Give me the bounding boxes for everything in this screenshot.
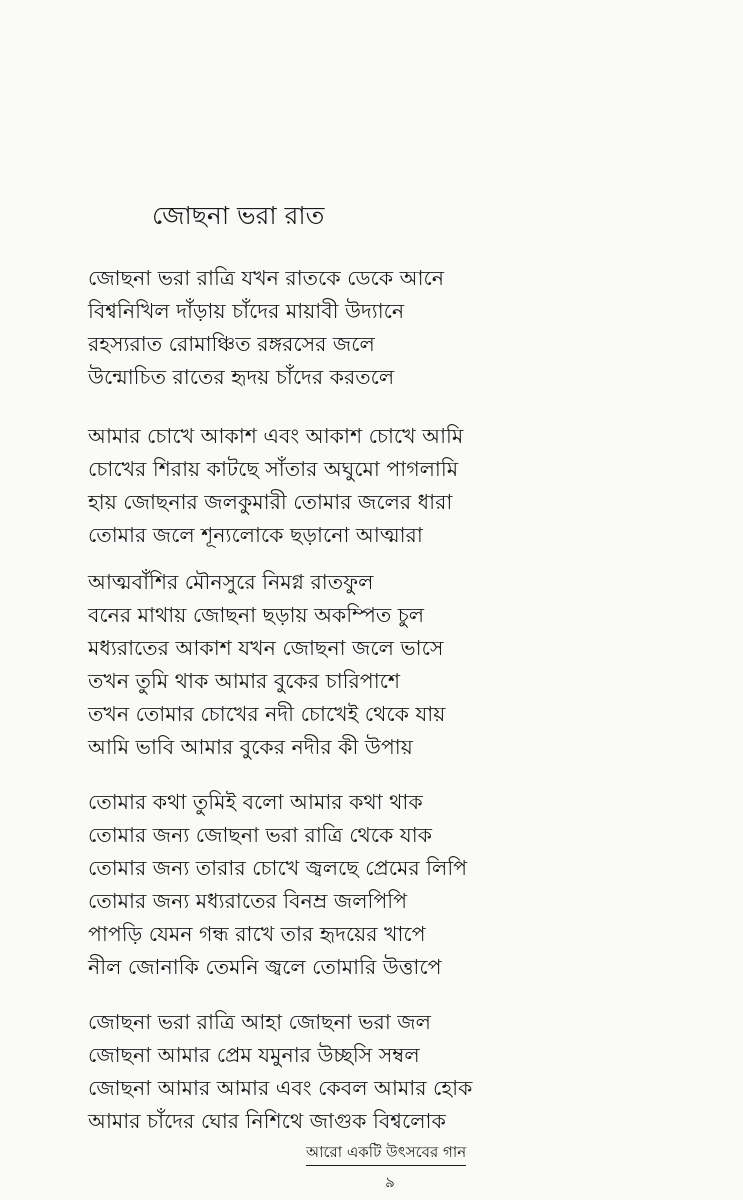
poem-line: জোছনা ভরা রাত্রি যখন রাতকে ডেকে আনে	[88, 266, 445, 290]
poem-title: জোছনা ভরা রাত	[152, 201, 325, 230]
poem-line: তোমার জন্য মধ্যরাতের বিনম্র জলপিপি	[88, 889, 408, 913]
poem-line: জোছনা ভরা রাত্রি আহা জোছনা ভরা জল	[88, 1010, 431, 1034]
poem-stanza	[88, 566, 648, 764]
poem-line: আমার চোখে আকাশ এবং আকাশ চোখে আমি	[88, 424, 464, 448]
running-footer-book-title: আরো একটি উৎসবের গান	[306, 1142, 466, 1166]
poem-stanza	[88, 262, 648, 394]
poem-stanza	[88, 1006, 648, 1138]
poem-line: আমি ভাবি আমার বুকের নদীর কী উপায়	[88, 735, 413, 759]
poem-line: মধ্যরাতের আকাশ যখন জোছনা জলে ভাসে	[88, 636, 444, 660]
poem-line: তোমার জন্য জোছনা ভরা রাত্রি থেকে যাক	[88, 823, 432, 847]
poem-stanza	[88, 420, 648, 552]
poem-line: জোছনা আমার আমার এবং কেবল আমার হোক	[88, 1076, 473, 1100]
poem-line: আমার চাঁদের ঘোর নিশিথে জাগুক বিশ্বলোক	[88, 1109, 446, 1133]
poem-line: নীল জোনাকি তেমনি জ্বলে তোমারি উত্তাপে	[88, 955, 442, 979]
poem-line: উন্মোচিত রাতের হৃদয় চাঁদের করতলে	[88, 365, 395, 389]
poem-line: তোমার জন্য তারার চোখে জ্বলছে প্রেমের লিপি	[88, 856, 468, 880]
page-number: ৯	[385, 1173, 395, 1191]
poem-line: তখন তোমার চোখের নদী চোখেই থেকে যায়	[88, 702, 446, 726]
poem-line: বনের মাথায় জোছনা ছড়ায় অকম্পিত চুল	[88, 603, 425, 627]
poem-line: পাপড়ি যেমন গন্ধ রাখে তার হৃদয়ের খাপে	[88, 922, 426, 946]
poem-stanza	[88, 786, 648, 984]
poem-line: তোমার জলে শূন্যলোকে ছড়ানো আত্মারা	[88, 523, 423, 547]
poem-line: জোছনা আমার প্রেম যমুনার উচ্ছসি সম্বল	[88, 1043, 420, 1067]
poem-line: তোমার কথা তুমিই বলো আমার কথা থাক	[88, 790, 423, 814]
poem-line: বিশ্বনিখিল দাঁড়ায় চাঁদের মায়াবী উদ্যানে	[88, 299, 405, 323]
poem-line: আত্মবাঁশির মৌনসুরে নিমগ্ন রাতফুল	[88, 570, 374, 594]
poem-line: রহস্যরাত রোমাঞ্চিত রঙ্গরসের জলে	[88, 332, 375, 356]
poem-line: হায় জোছনার জলকুমারী তোমার জলের ধারা	[88, 490, 453, 514]
poem-line: চোখের শিরায় কাটছে সাঁতার অঘুমো পাগলামি	[88, 457, 459, 481]
poem-line: তখন তুমি থাক আমার বুকের চারিপাশে	[88, 669, 401, 693]
